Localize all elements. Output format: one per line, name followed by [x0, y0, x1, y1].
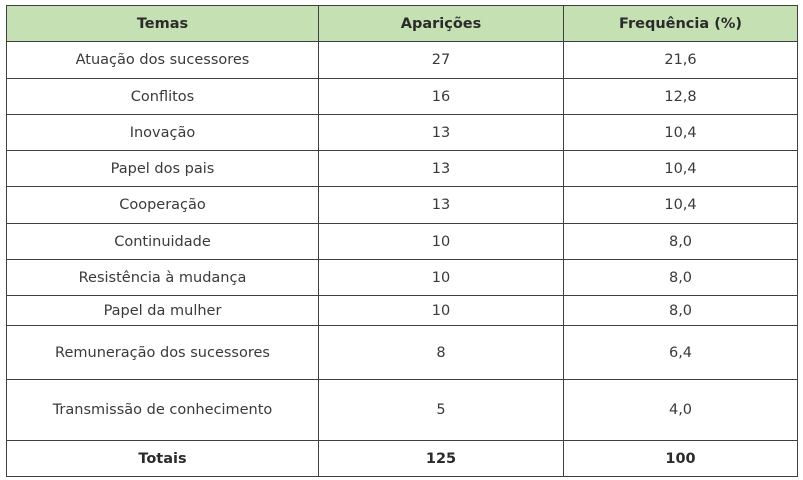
- cell-count: 16: [319, 79, 564, 115]
- cell-count: 8: [319, 326, 564, 380]
- cell-frequency: 12,8: [564, 79, 798, 115]
- table-row: [7, 260, 798, 296]
- cell-frequency: 8,0: [564, 296, 798, 326]
- cell-count: 10: [319, 224, 564, 260]
- cell-count: 5: [319, 380, 564, 441]
- cell-theme: Continuidade: [7, 224, 319, 260]
- header-temas: Temas: [7, 6, 319, 42]
- cell-count: 13: [319, 115, 564, 151]
- table-row: [7, 151, 798, 187]
- cell-theme: Cooperação: [7, 187, 319, 224]
- cell-theme: Remuneração dos sucessores: [7, 326, 319, 380]
- table-row: [7, 79, 798, 115]
- cell-count: 10: [319, 260, 564, 296]
- cell-count: 27: [319, 42, 564, 79]
- cell-frequency: 10,4: [564, 187, 798, 224]
- cell-theme: Papel da mulher: [7, 296, 319, 326]
- table-row: [7, 296, 798, 326]
- header-aparicoes: Aparições: [319, 6, 564, 42]
- header-row: [7, 6, 798, 42]
- cell-count: 10: [319, 296, 564, 326]
- cell-theme: Inovação: [7, 115, 319, 151]
- cell-frequency: 10,4: [564, 151, 798, 187]
- table-row: [7, 326, 798, 380]
- cell-count: 13: [319, 151, 564, 187]
- cell-frequency: 21,6: [564, 42, 798, 79]
- cell-theme: Papel dos pais: [7, 151, 319, 187]
- table-row: [7, 224, 798, 260]
- totals-frequency: 100: [564, 441, 798, 477]
- table-row: [7, 187, 798, 224]
- cell-frequency: 8,0: [564, 224, 798, 260]
- cell-theme: Conflitos: [7, 79, 319, 115]
- totals-label: Totais: [7, 441, 319, 477]
- totals-row: [7, 441, 798, 477]
- cell-frequency: 10,4: [564, 115, 798, 151]
- cell-theme: Resistência à mudança: [7, 260, 319, 296]
- cell-count: 13: [319, 187, 564, 224]
- cell-theme: Transmissão de conhecimento: [7, 380, 319, 441]
- cell-theme: Atuação dos sucessores: [7, 42, 319, 79]
- cell-frequency: 4,0: [564, 380, 798, 441]
- cell-frequency: 6,4: [564, 326, 798, 380]
- totals-count: 125: [319, 441, 564, 477]
- table-row: [7, 115, 798, 151]
- table-row: [7, 42, 798, 79]
- themes-frequency-table: [6, 5, 798, 477]
- table-row: [7, 380, 798, 441]
- header-frequencia: Frequência (%): [564, 6, 798, 42]
- cell-frequency: 8,0: [564, 260, 798, 296]
